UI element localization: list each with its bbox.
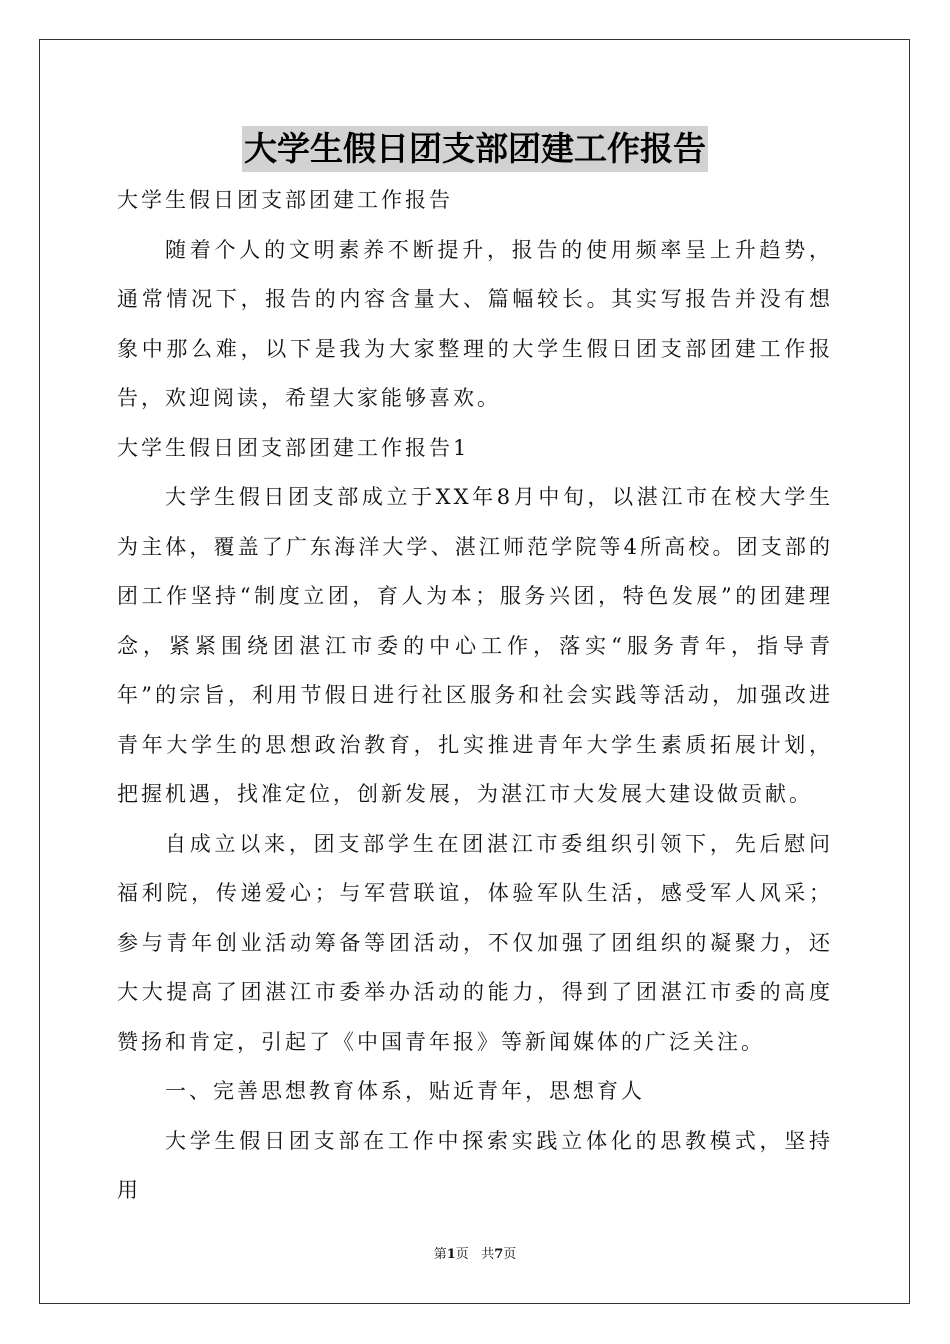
page-number: 1 (446, 1247, 456, 1262)
paragraph: 大学生假日团支部在工作中探索实践立体化的思教模式，坚持用 (117, 1128, 833, 1202)
paragraph: 自成立以来，团支部学生在团湛江市委组织引领下，先后慰问福利院，传递爱心；与军营联谊，体验军队生活，感受军人风采；参与青年创业活动筹备等团活动，不仅加强了团组织的凝聚力，还大大提高了团湛江市委举办活动的能力，得到了团湛江市委的高度赞扬和肯定，引起了《中国青年报》等新闻媒体的广泛关注。 (117, 831, 833, 1054)
page-prefix: 第 (433, 1247, 447, 1262)
total-suffix: 页 (503, 1247, 517, 1262)
total-prefix: 共 (481, 1247, 495, 1262)
paragraph: 大学生假日团支部团建工作报告1 (117, 435, 470, 460)
page-footer (0, 1246, 950, 1264)
page-suffix: 页 (455, 1247, 469, 1262)
paragraph: 随着个人的文明素养不断提升，报告的使用频率呈上升趋势，通常情况下，报告的内容含量大、篇幅较长。其实写报告并没有想象中那么难，以下是我为大家整理的大学生假日团支部团建工作报告，欢迎阅读，希望大家能够喜欢。 (117, 237, 833, 410)
total-pages: 7 (494, 1247, 504, 1262)
paragraph: 大学生假日团支部成立于XX年8月中旬，以湛江市在校大学生为主体，覆盖了广东海洋大学、湛江师范学院等4所高校。团支部的团工作坚持“制度立团，育人为本；服务兴团，特色发展”的团建理念，紧紧围绕团湛江市委的中心工作，落实“服务青年，指导青年”的宗旨，利用节假日进行社区服务和社会实践等活动，加强改进青年大学生的思想政治教育，扎实推进青年大学生素质拓展计划，把握机遇，找准定位，创新发展，为湛江市大发展大建设做贡献。 (117, 485, 833, 806)
document-title (0, 126, 950, 172)
paragraph: 大学生假日团支部团建工作报告 (117, 188, 453, 212)
document-body (117, 176, 833, 1216)
paragraph: 一、完善思想教育体系，贴近青年，思想育人 (165, 1079, 645, 1103)
document-title-text: 大学生假日团支部团建工作报告 (242, 126, 708, 172)
